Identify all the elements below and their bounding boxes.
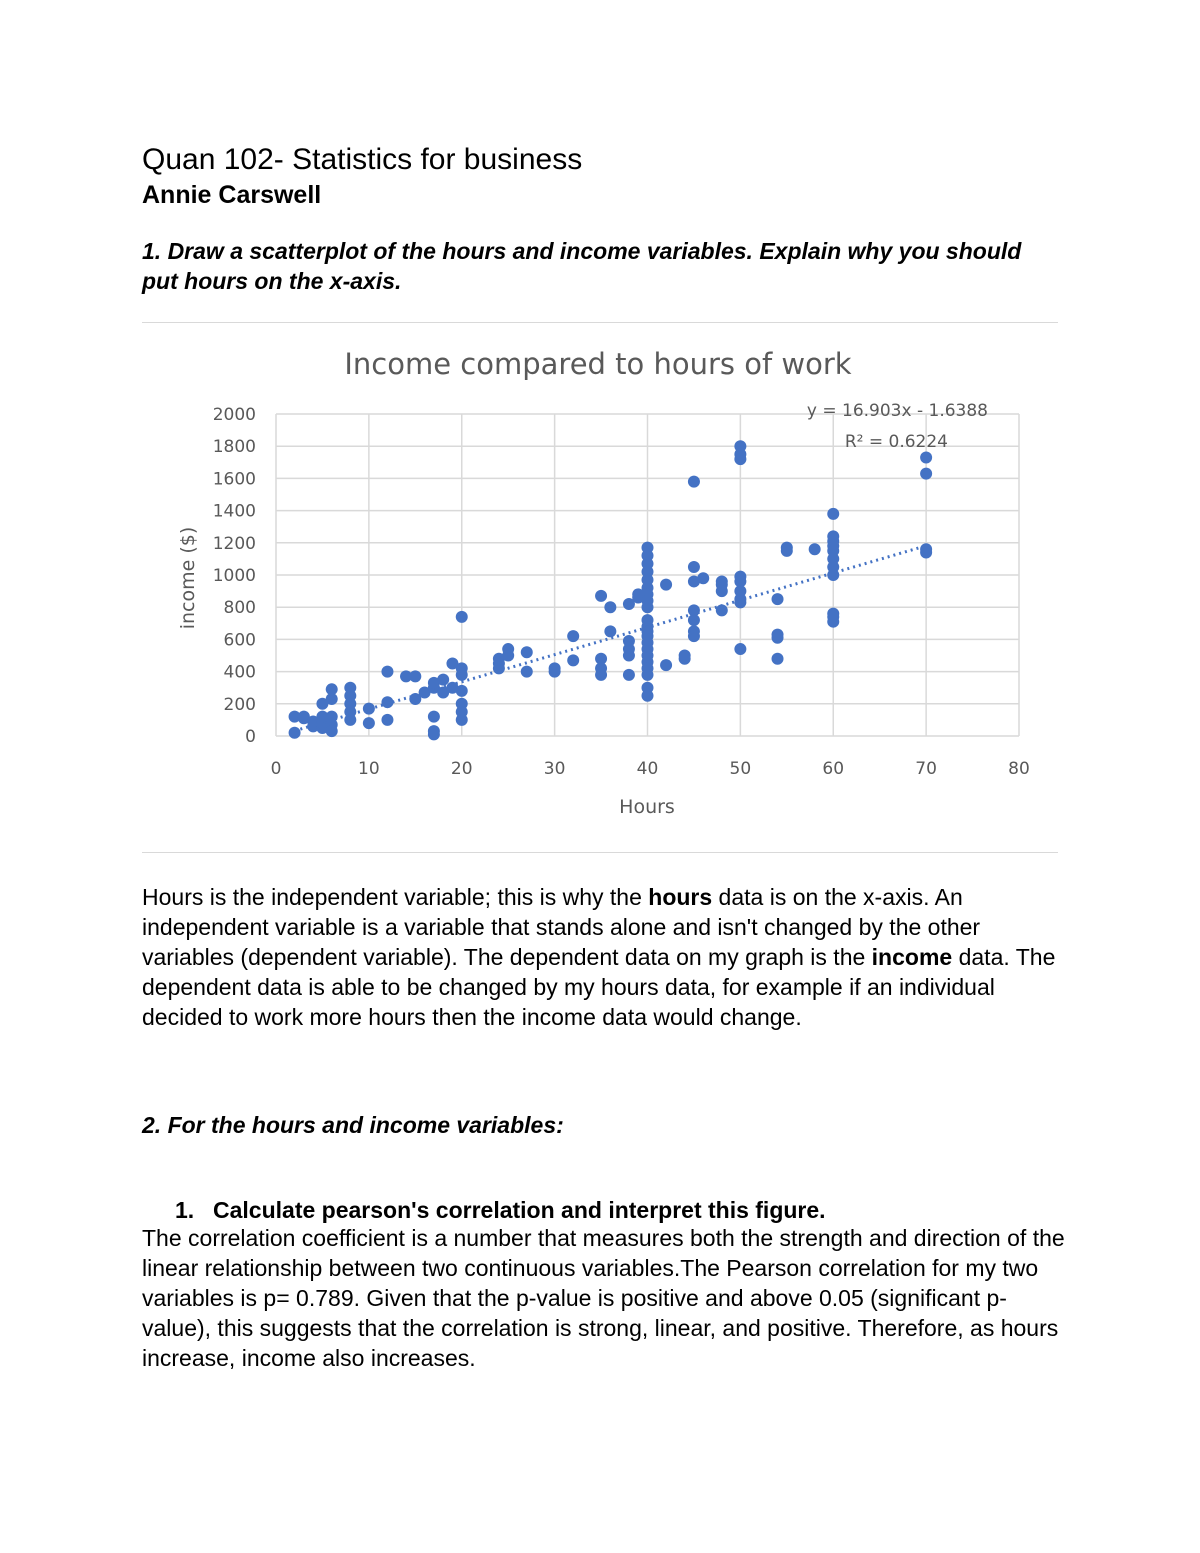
sub-question-number: 1. [175, 1197, 195, 1223]
data-point [437, 674, 449, 686]
data-point [567, 630, 579, 642]
y-tick-label: 400 [223, 662, 256, 683]
data-point [502, 650, 514, 662]
trendline-equation: y = 16.903x - 1.6388 [806, 401, 988, 421]
question-1: 1. Draw a scatterplot of the hours and income variables. Explain why you should put hours on the x-axis. [142, 238, 1022, 294]
x-tick-label: 80 [1008, 759, 1030, 779]
data-point [772, 632, 784, 644]
data-point [809, 543, 821, 555]
answer-1-text-a: Hours is the independent variable; this is why the [142, 884, 649, 910]
answer-1-bold-hours: hours [648, 884, 713, 910]
y-axis-ticks [213, 405, 256, 747]
y-tick-label: 1600 [212, 469, 256, 490]
data-point [344, 714, 356, 726]
y-tick-label: 1800 [212, 437, 256, 458]
sub-question-text: Calculate pearson's correlation and interpret this figure. [213, 1197, 826, 1223]
data-point [595, 669, 607, 681]
x-tick-label: 60 [822, 759, 845, 779]
data-point [734, 643, 746, 655]
answer-1-bold-income: income [871, 944, 953, 970]
x-tick-label: 0 [270, 759, 282, 779]
y-tick-label: 1200 [212, 533, 256, 554]
data-point [688, 476, 700, 488]
x-tick-label: 10 [358, 759, 380, 779]
data-point [642, 601, 654, 613]
x-axis-ticks [271, 759, 1030, 779]
y-axis-label: income ($) [177, 526, 199, 630]
x-tick-label: 50 [729, 759, 752, 779]
data-point [456, 714, 468, 726]
data-point [688, 614, 700, 626]
data-point [623, 650, 635, 662]
data-point [326, 725, 338, 737]
r-squared-label: R² = 0.6224 [844, 432, 948, 452]
document-title: Quan 102- Statistics for business [142, 143, 583, 176]
data-point [326, 683, 338, 695]
x-tick-label: 20 [450, 759, 473, 779]
data-point [772, 593, 784, 605]
chart-top-border [142, 322, 1058, 323]
x-tick-label: 40 [636, 759, 659, 779]
data-point [604, 625, 616, 637]
data-point [688, 630, 700, 642]
y-tick-label: 2000 [212, 405, 256, 425]
data-point [679, 653, 691, 665]
answer-1-text-b: data is on the x-axis. An independent variable is a variable that stands alone and isn't changed by the other variables (dependent variable). The dependent data on my graph is the [142, 884, 981, 970]
data-point [363, 717, 375, 729]
data-point [920, 451, 932, 463]
data-point [772, 653, 784, 665]
data-point [642, 690, 654, 702]
data-point [567, 654, 579, 666]
data-point [920, 468, 932, 480]
data-point [827, 616, 839, 628]
y-tick-label: 1400 [212, 501, 256, 522]
data-point [289, 727, 301, 739]
x-axis-label: Hours [619, 796, 675, 818]
answer-1-paragraph [142, 882, 1067, 1032]
data-point [642, 669, 654, 681]
data-point [549, 662, 561, 674]
data-point [456, 611, 468, 623]
question-2: 2. For the hours and income variables: [142, 1112, 564, 1138]
data-point [521, 646, 533, 658]
data-point [595, 590, 607, 602]
data-point [521, 666, 533, 678]
data-point [456, 669, 468, 681]
data-point [827, 508, 839, 520]
data-point [456, 685, 468, 697]
data-point [428, 711, 440, 723]
data-point [660, 659, 672, 671]
data-point [660, 579, 672, 591]
data-points [289, 440, 933, 740]
chart-title: Income compared to hours of work [344, 347, 852, 381]
x-tick-label: 70 [915, 759, 937, 779]
data-point [697, 572, 709, 584]
answer-1-text-c: data. The dependent data is able to be changed by my hours data, for example if an individual decided to work more hours then the income data would change. [142, 944, 1056, 1030]
data-point [781, 545, 793, 557]
data-point [428, 728, 440, 740]
data-point [409, 670, 421, 682]
data-point [604, 601, 616, 613]
data-point [734, 453, 746, 465]
y-tick-label: 800 [223, 598, 256, 619]
chart-bottom-border [142, 852, 1058, 853]
scatter-chart [142, 330, 1058, 850]
data-point [623, 669, 635, 681]
y-tick-label: 200 [223, 694, 256, 715]
data-point [716, 585, 728, 597]
data-point [381, 666, 393, 678]
y-tick-label: 1000 [212, 566, 256, 586]
data-point [688, 561, 700, 573]
author-name: Annie Carswell [142, 181, 322, 209]
data-point [363, 703, 375, 715]
answer-2-paragraph: The correlation coefficient is a number that measures both the strength and direction of the linear relationship between two continuous variables.The Pearson correlation for my two variables is p= 0.789. Given that the p-value is positive and above 0.05 (significant p-value), this suggests that the correlation is strong, linear, and positive. Therefore, as hours increase, income also increases. [142, 1225, 1065, 1371]
x-tick-label: 30 [543, 759, 566, 779]
y-tick-label: 0 [245, 727, 256, 747]
data-point [920, 546, 932, 558]
y-tick-label: 600 [223, 630, 256, 651]
data-point [381, 714, 393, 726]
sub-question-1 [175, 1195, 826, 1225]
